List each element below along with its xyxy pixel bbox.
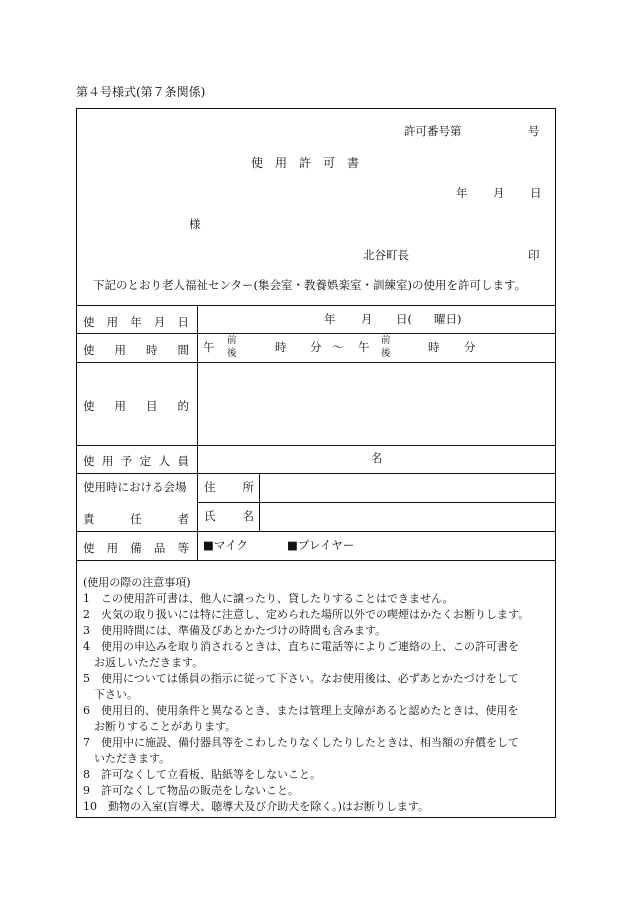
- issuer-name: 北谷町長: [363, 248, 409, 262]
- divider: [76, 445, 556, 446]
- attendees-unit: 名: [371, 451, 383, 465]
- addressee-suffix: 様: [189, 217, 201, 231]
- label-expected-attendees: 使 用 予 定 人 員: [83, 454, 189, 468]
- note-line: 10 動物の入室(盲導犬、聴導犬及び介助犬を除く。)はお断りします。: [83, 800, 429, 813]
- notes-heading: (使用の際の注意事項): [83, 576, 191, 589]
- time-start-hour: 時: [275, 340, 287, 354]
- note-line: 6 使用目的、使用条件と異なるとき、または管理上支障があると認めたときは、使用を: [83, 704, 519, 717]
- label-name: 氏 名: [204, 509, 254, 523]
- column-divider: [197, 305, 198, 560]
- label-usage-date: 使 用 年 月 日: [83, 315, 189, 329]
- label-address: 住 所: [204, 480, 254, 494]
- time-start-minute: 分: [310, 340, 322, 354]
- usage-year: 年: [324, 312, 336, 326]
- note-line: 8 許可なくして立看板、貼紙等をしないこと。: [83, 768, 321, 781]
- note-line: 5 使用については係員の指示に従って下さい。なお使用後は、必ずあとかたづけをして: [83, 672, 519, 685]
- note-line: 4 使用の申込みを取り消されるときは、直ちに電話等によりご連絡の上、この許可書を: [83, 640, 519, 653]
- usage-month: 月: [361, 312, 373, 326]
- note-line: 1 この使用許可書は、他人に譲ったり、貸したりすることはできません。: [83, 592, 454, 605]
- divider: [76, 362, 556, 363]
- permission-statement: 下記のとおり老人福祉センター(集会室・教養娯楽室・訓練室)の使用を許可します。: [93, 278, 527, 292]
- time-start-am: 前: [227, 335, 237, 346]
- divider: [76, 333, 556, 334]
- time-end-hour: 時: [428, 340, 440, 354]
- usage-weekday: 曜日): [434, 312, 462, 326]
- document-title: 使 用 許 可 書: [251, 156, 360, 170]
- note-line: 9 許可なくして物品の販売をしないこと。: [83, 784, 299, 797]
- note-line: いただきます。: [83, 752, 171, 765]
- time-end-am: 前: [381, 335, 391, 346]
- time-start-noon: 午: [203, 340, 215, 354]
- form-number: 第４号様式(第７条関係): [76, 85, 206, 99]
- date-year: 年: [456, 186, 468, 200]
- seal-mark: 印: [528, 248, 540, 262]
- divider: [76, 531, 556, 532]
- note-line: お返しいただきます。: [83, 656, 204, 669]
- divider: [76, 560, 556, 561]
- label-usage-purpose: 使 用 目 的: [83, 399, 189, 413]
- label-usage-time: 使 用 時 間: [83, 343, 189, 357]
- equipment-player: ■プレイヤー: [287, 538, 355, 552]
- time-separator: ～: [332, 340, 344, 354]
- date-month: 月: [493, 186, 505, 200]
- time-end-noon: 午: [358, 340, 370, 354]
- note-line: 3 使用時間には、準備及びあとかたづけの時間も含みます。: [83, 624, 387, 637]
- divider: [76, 305, 556, 306]
- permit-number-suffix: 号: [528, 124, 540, 138]
- note-line: 7 使用中に施設、備付器具等をこわしたりなくしたりしたときは、相当額の弁償をして: [83, 736, 519, 749]
- note-line: 2 火気の取り扱いには特に注意し、定められた場所以外での喫煙はかたくお断りします。: [83, 608, 530, 621]
- equipment-microphone: ■マイク: [203, 538, 248, 552]
- usage-day: 日(: [396, 312, 412, 326]
- time-end-pm: 後: [381, 348, 391, 359]
- date-day: 日: [530, 186, 542, 200]
- label-venue-manager-line1: 使用時における会場: [83, 480, 187, 494]
- note-line: 下さい。: [83, 688, 138, 701]
- divider: [76, 473, 556, 474]
- permit-number-prefix: 許可番号第: [404, 124, 462, 138]
- column-divider: [259, 473, 260, 531]
- divider: [197, 502, 556, 503]
- time-start-pm: 後: [227, 348, 237, 359]
- label-equipment: 使 用 備 品 等: [83, 541, 189, 555]
- time-end-minute: 分: [464, 340, 476, 354]
- note-line: お断りすることがあります。: [83, 720, 237, 733]
- label-venue-manager-line2: 責 任 者: [83, 512, 189, 526]
